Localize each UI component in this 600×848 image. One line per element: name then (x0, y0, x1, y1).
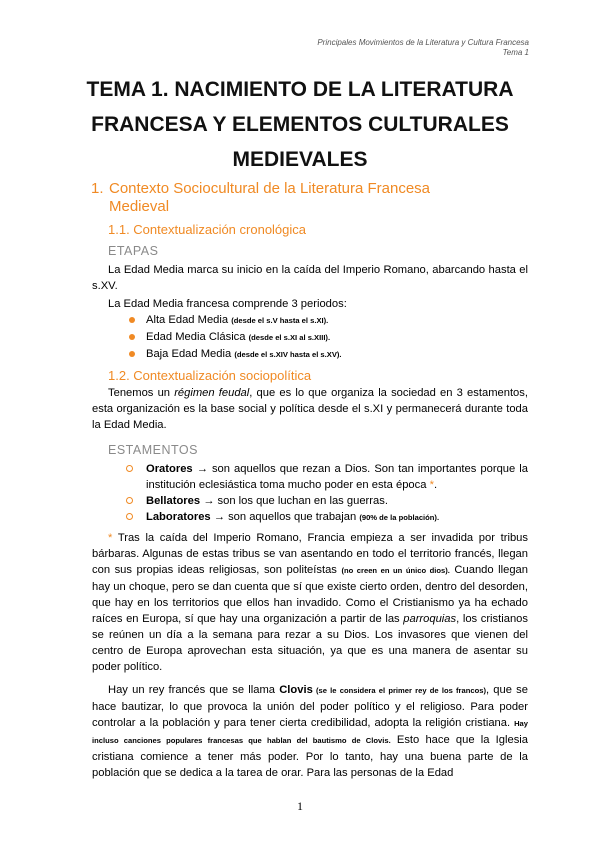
period-item (128, 346, 528, 363)
clovis-note-1: (se le considera el primer rey de los francos) (312, 686, 486, 695)
bullet-ring-icon (126, 465, 133, 472)
arrow-icon: → (210, 511, 229, 523)
parroquias-term: parroquias (403, 613, 457, 625)
invasion-text-b: Cuando llegan hay un choque, pero se dan cuenta que sí que existe cierto orden, dentro del desorden, que hay en los territorios que ellos han invadido. Como el Cristianismo ya ha echado raíces en Europa, sí que hay una organización a partir de las (92, 564, 529, 625)
estamentos-heading: ESTAMENTOS (108, 443, 198, 457)
regimen-paragraph (92, 385, 528, 433)
title-line-2: FRANCESA Y ELEMENTOS CULTURALES (91, 113, 509, 136)
regimen-feudal-term: régimen feudal (174, 387, 250, 399)
estamento-description: son aquellos que trabajan (228, 511, 360, 523)
periods-intro-paragraph: La Edad Media francesa comprende 3 periodos: (108, 298, 347, 310)
section-1-heading (91, 180, 531, 216)
clovis-note-2: Hay incluso canciones populares francesas que hablan del bautismo de Clovis. (92, 719, 528, 745)
regimen-text-a: Tenemos un (108, 387, 175, 399)
invasion-text-c: , los cristianos se reúnen un día a la semana para rezar a su Dios. Los invasores que vienen del centro de Europa aprovechan esta situación, ya que es una manera de asentar su poder político. (92, 613, 528, 673)
subsection-1-2-heading: 1.2. Contextualización sociopolítica (108, 368, 312, 383)
period-note: (desde el s.XIV hasta el s.XV). (234, 350, 342, 359)
clovis-text-b: , que se hace bautizar, lo que provoca la unión del poder político y el religioso. Para poder controlar a la población y para tener cierta credibilidad, adopta la religión cristiana. (92, 684, 528, 729)
section-1-title-line-1: Contexto Sociocultural de la Literatura Francesa (109, 180, 431, 197)
bullet-dot-icon (129, 334, 135, 340)
period-name: Edad Media Clásica (146, 331, 246, 343)
etapas-heading: ETAPAS (108, 244, 159, 258)
clovis-text-a: Hay un rey francés que se llama (108, 684, 280, 696)
estamento-item (126, 509, 528, 526)
estamento-description: son los que luchan en las guerras. (217, 495, 388, 507)
asterisk-icon: * (108, 532, 113, 544)
page-number: 1 (297, 799, 303, 813)
estamentos-list (126, 461, 528, 526)
estamento-note: (90% de la población). (359, 513, 440, 522)
title-line-1: TEMA 1. NACIMIENTO DE LA LITERATURA (86, 78, 514, 101)
arrow-icon: → (200, 495, 218, 507)
clovis-name: Clovis (279, 684, 313, 696)
estamento-term: Oratores (146, 463, 193, 475)
arrow-icon: → (192, 463, 212, 475)
estamento-item (126, 461, 528, 493)
period-name: Alta Edad Media (146, 314, 229, 326)
period-item (128, 312, 528, 329)
running-header-topic: Tema 1 (502, 48, 529, 57)
section-1-title-line-2: Medieval (109, 198, 170, 215)
section-1-number: 1. (91, 180, 104, 197)
estamento-description: son aquellos que rezan a Dios. Son tan importantes porque la institución eclesiástica toma mucho poder en esta época (146, 463, 528, 491)
period-note: (desde el s.V hasta el s.XI). (231, 316, 329, 325)
estamento-term: Bellatores (146, 495, 201, 507)
estamento-item (126, 493, 528, 509)
clovis-text-c: Esto hace que la Iglesia cristiana comience a tener más poder. Por lo tanto, hay una buena parte de la población que se dedica a la tarea de orar. Para las personas de la Edad (92, 734, 529, 779)
running-header (317, 38, 529, 58)
invasion-paragraph (92, 530, 528, 675)
period-name: Baja Edad Media (146, 348, 232, 360)
period-item (128, 329, 528, 346)
invasion-text-a: Tras la caída del Imperio Romano, Francia empieza a ser invadida por tribus bárbaras. Algunas de estas tribus se van asentando en todo el territorio francés, llegan con sus propias ideas religiosas, son politeístas (92, 532, 528, 576)
running-header-course: Principales Movimientos de la Literatura y Cultura Francesa (317, 38, 529, 47)
bullet-ring-icon (126, 513, 133, 520)
bullet-dot-icon (129, 351, 135, 357)
periods-list (128, 312, 528, 363)
period-note: (desde el s.XI al s.XIII). (248, 333, 331, 342)
asterisk-icon: * (429, 479, 434, 491)
estamento-term: Laboratores (146, 511, 211, 523)
bullet-ring-icon (126, 497, 133, 504)
estamento-end: . (433, 479, 438, 491)
etapas-intro-paragraph: La Edad Media marca su inicio en la caída del Imperio Romano, abarcando hasta el s.XV. (92, 264, 528, 292)
title-line-3: MEDIEVALES (232, 148, 368, 171)
invasion-note: (no creen en un único dios). (341, 566, 450, 575)
regimen-text-b: , que es lo que organiza la sociedad en 3 estamentos, esta organización es la base social y política desde el s.XI y permanecerá durante toda la Edad Media. (92, 387, 528, 431)
bullet-dot-icon (129, 317, 135, 323)
subsection-1-1-heading: 1.1. Contextualización cronológica (108, 222, 307, 237)
clovis-paragraph (92, 682, 528, 781)
document-title (60, 72, 540, 177)
